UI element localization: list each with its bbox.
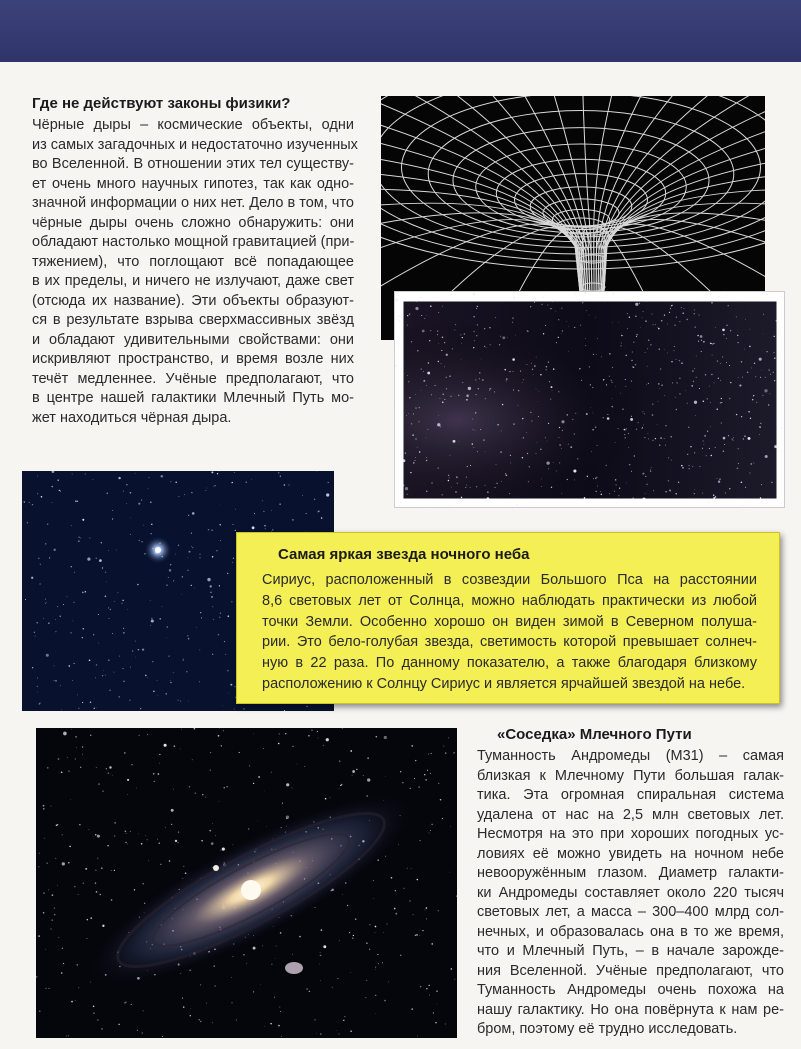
text-line: ся в результате взрыва сверхмассивных звёзд bbox=[32, 312, 354, 328]
text-line: обладают настолько мощной гравитацией (при- bbox=[32, 234, 355, 250]
text-line: и обладают удивительными свойствами: они bbox=[32, 331, 354, 348]
andromeda-galaxy-image bbox=[36, 728, 457, 1038]
text-line: Несмотря на это при хороших погодных ус- bbox=[477, 826, 784, 842]
text-line: 8,6 световых лет от Солнца, можно наблюдать практически из любой bbox=[262, 592, 757, 609]
text-line: течёт медленнее. Учёные предполагают, что bbox=[32, 370, 354, 387]
text-line: нашу галактику. Но она повёрнута к нам ре- bbox=[477, 1001, 784, 1018]
milky-way-image bbox=[395, 292, 784, 507]
sirius-text bbox=[262, 570, 757, 695]
text-line: во Вселенной. В отношении этих тел существу- bbox=[32, 156, 354, 172]
text-line: удалена от нас на 2,5 млн световых лет. bbox=[477, 806, 784, 823]
text-line: в их пределы, и ничего не излучают, даже свет bbox=[32, 273, 354, 289]
text-line: Туманность Андромеды (М31) – самая bbox=[477, 748, 784, 764]
text-line: ки Андромеды составляет около 220 тысяч bbox=[477, 884, 784, 901]
text-line: Туманность Андромеды очень похожа на bbox=[477, 982, 784, 998]
text-line: тика. Эта огромная спиральная система bbox=[477, 787, 784, 803]
text-line: Сириус, расположенный в созвездии Большого Пса на расстоянии bbox=[262, 572, 757, 588]
andromeda-heading: «Соседка» Млечного Пути bbox=[497, 726, 692, 743]
text-line: тяжением), что поглощают всё попадающее bbox=[32, 253, 354, 270]
text-line: бром, поэтому её трудно исследовать. bbox=[477, 1021, 738, 1037]
text-line: чёрные дыры очень сложно обнаружить: они bbox=[32, 214, 354, 231]
text-line: точки Земли. Особенно хорошо он виден зимой в Северном полуша- bbox=[262, 613, 757, 630]
andromeda-text bbox=[477, 747, 784, 1040]
text-line: (отсюда их название). Эти объекты образуют- bbox=[32, 292, 354, 309]
text-line: невооружённым глазом. Диаметр галакти- bbox=[477, 865, 784, 881]
text-line: жет находиться чёрная дыра. bbox=[32, 409, 232, 426]
text-line: искривляют пространство, и время возле них bbox=[32, 351, 354, 367]
text-line: что и Млечный Путь, – в начале зарожде- bbox=[477, 943, 784, 959]
black-holes-text bbox=[32, 116, 358, 428]
black-holes-heading: Где не действуют законы физики? bbox=[32, 95, 291, 112]
text-line: Чёрные дыры – космические объекты, одни bbox=[32, 117, 354, 133]
text-line: ловиях её можно увидеть на ночном небе bbox=[477, 845, 784, 862]
text-line: рии. Это бело-голубая звезда, светимость которой превышает солнеч- bbox=[262, 634, 757, 651]
text-line: в центре нашей галактики Млечный Путь мо- bbox=[32, 390, 354, 406]
text-line: нечных, и образовалась она в то же время, bbox=[477, 923, 784, 940]
text-line: ную в 22 раза. По данному показателю, а также благодаря близкому bbox=[262, 655, 757, 672]
text-line: значной информации о них нет. Дело в том, что bbox=[32, 195, 354, 211]
text-line: из самых загадочных и недостаточно изученных bbox=[32, 136, 358, 153]
text-line: ет очень много научных гипотез, так как одно- bbox=[32, 175, 354, 192]
sirius-heading: Самая яркая звезда ночного неба bbox=[278, 546, 530, 563]
text-line: световых лет, а масса – 300–400 млрд сол- bbox=[477, 904, 784, 920]
text-line: близкая к Млечному Пути большая галак- bbox=[477, 767, 784, 784]
text-line: расположению к Солнцу Сириус и является ярчайшей звездой на небе. bbox=[262, 675, 746, 692]
top-color-bar bbox=[0, 0, 801, 62]
sirius-callout bbox=[236, 532, 780, 704]
text-line: ния Вселенной. Учёные предполагают, что bbox=[477, 962, 784, 979]
